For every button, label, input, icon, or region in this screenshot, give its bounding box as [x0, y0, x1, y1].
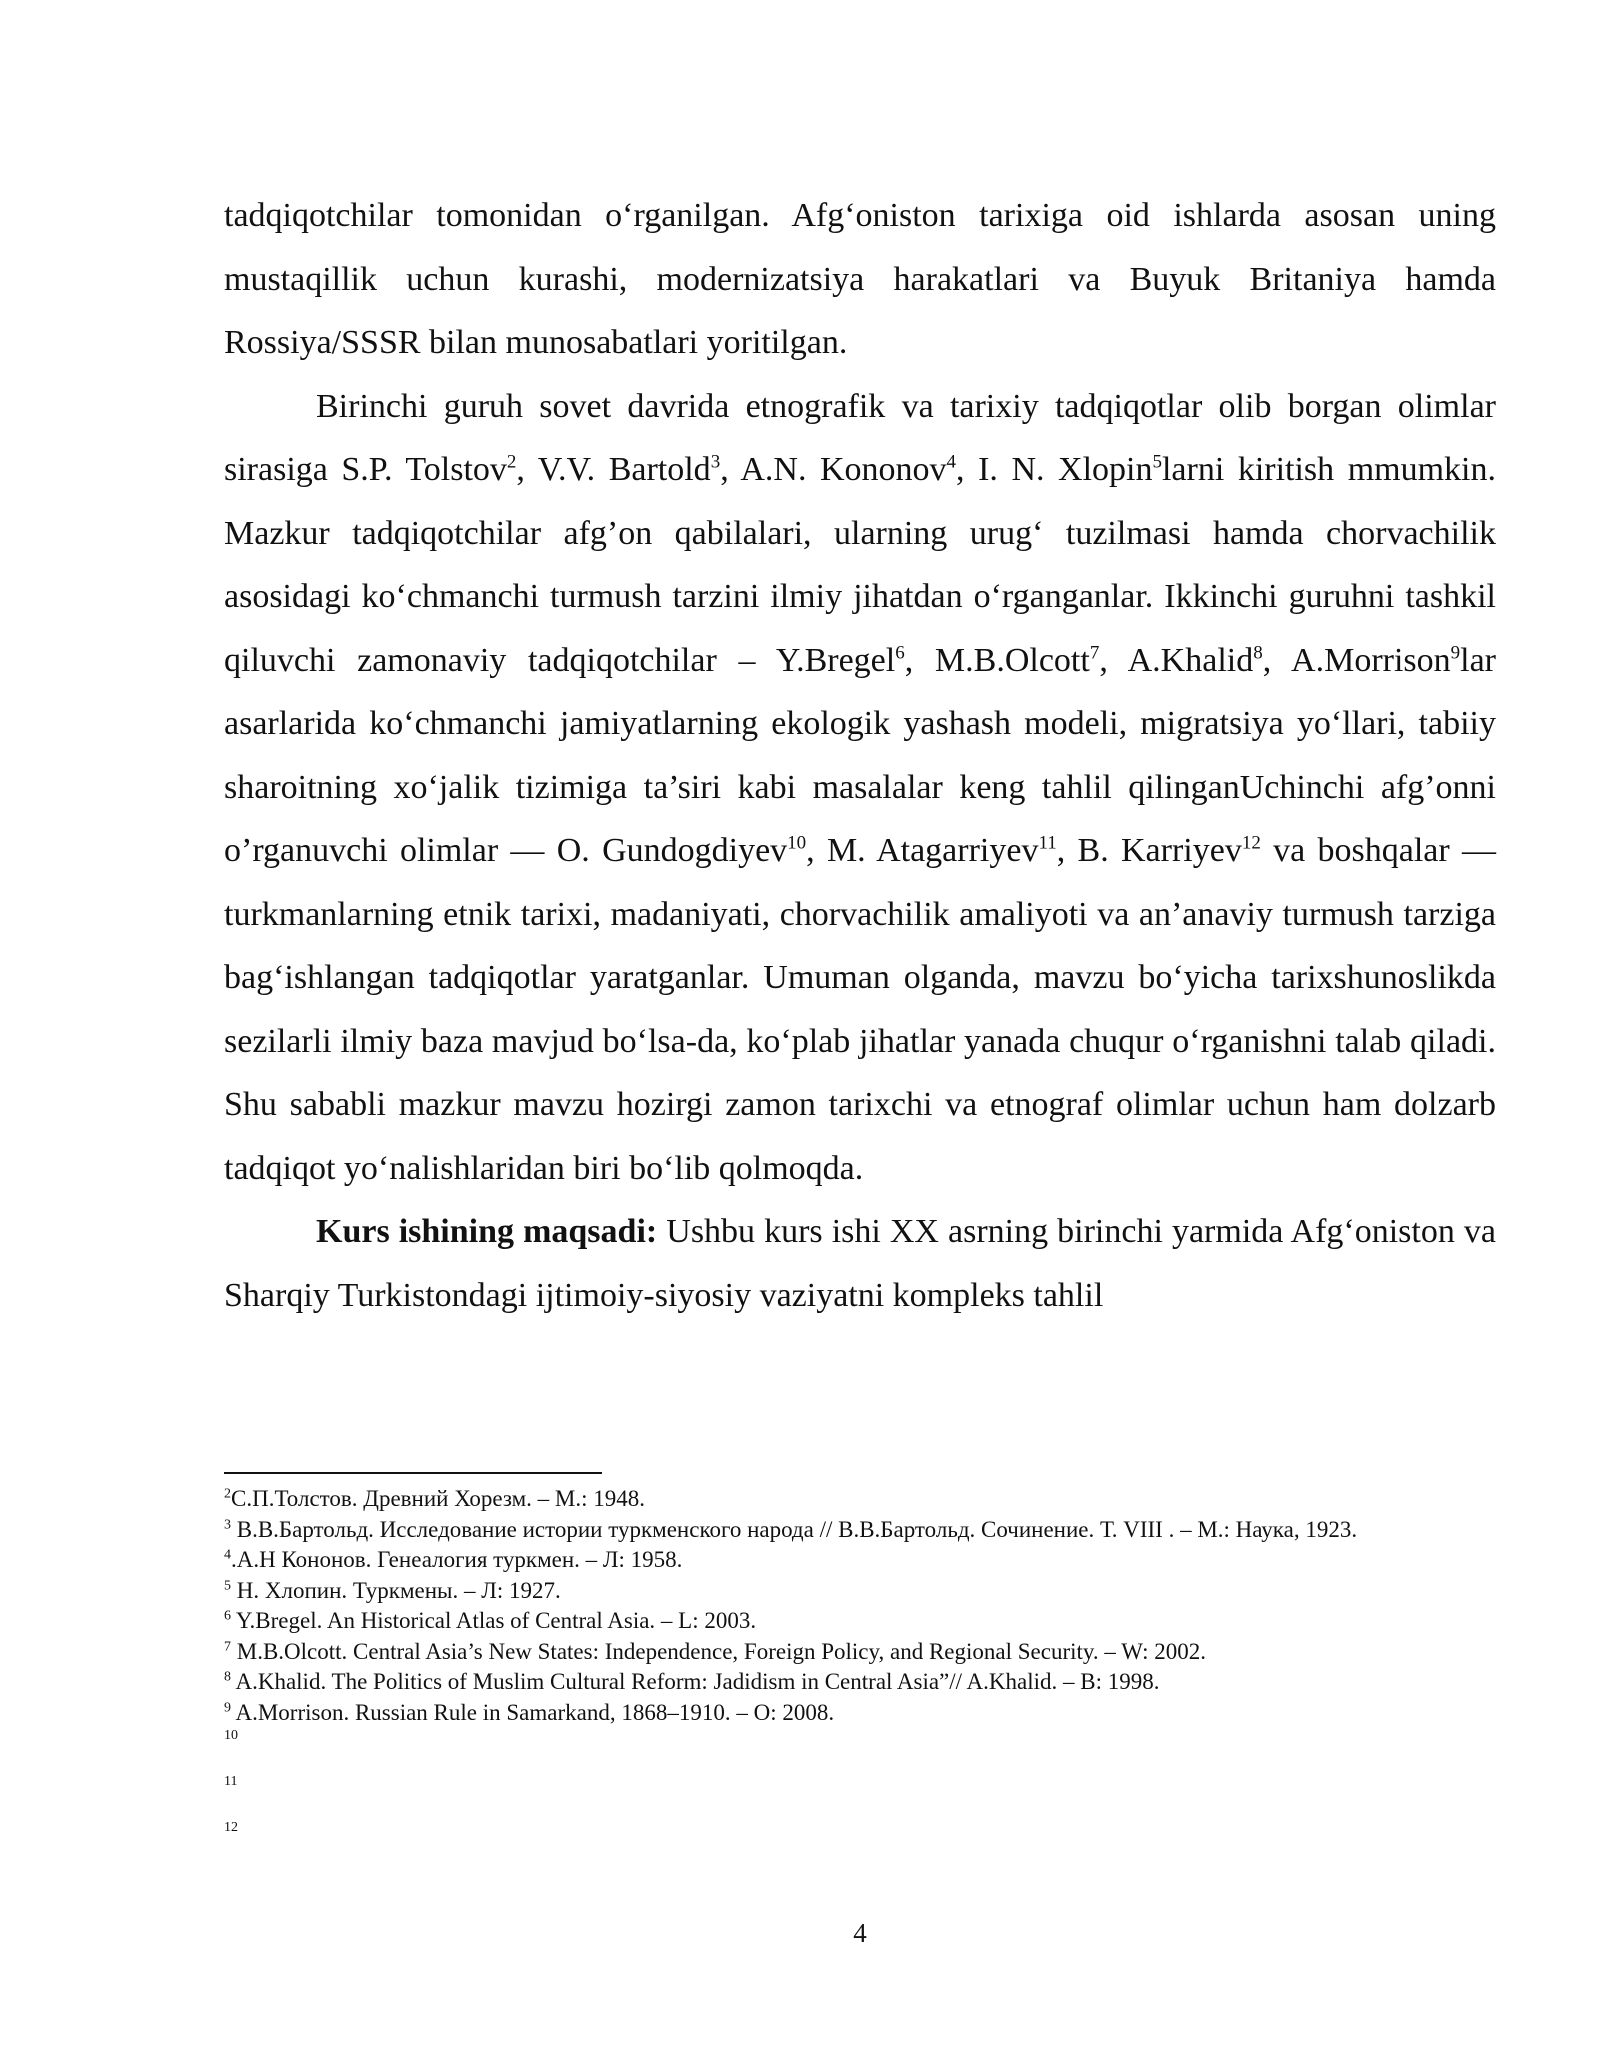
- paragraph-2-text: , A.Morrison: [1262, 641, 1451, 679]
- footnote-5: [224, 1576, 1496, 1607]
- paragraph-1: tadqiqotchilar tomonidan o‘rganilgan. Afg‘oniston tarixiga oid ishlarda asosan uning mustaqillik uchun kurashi, modernizatsiya harakatlari va Buyuk Britaniya hamda Rossiya/SSSR bilan munosabatlari yoritilgan.: [224, 197, 1496, 361]
- footnote-12: [224, 1820, 1496, 1866]
- page-number: 4: [853, 1918, 867, 1948]
- footnote-10: [224, 1728, 1496, 1774]
- footnote-ref-6: 6: [895, 642, 905, 664]
- paragraph-3-text: Ushbu kurs ishi XX asrning birinchi yarmida Afg‘oniston va Sharqiy Turkistondagi ijtimoiy-siyosiy vaziyatni kompleks tahlil: [224, 1213, 1496, 1314]
- footnote-text: В.В.Бартольд. Исследование истории туркменского народа // В.В.Бартольд. Сочинение. Т. VIII . – М.: Наука, 1923.: [231, 1516, 1358, 1542]
- paragraph-3: [224, 1200, 1496, 1327]
- paragraph-2-text: , V.V. Bartold: [516, 451, 711, 488]
- footnote-11: [224, 1774, 1496, 1820]
- paragraph-2-text: va boshqalar — turkmanlarning etnik tarixi, madaniyati, chorvachilik amaliyoti va an’anaviy turmush tarziga bag‘ishlangan tadqiqotlar yaratganlar. Umuman olganda, mavzu bo‘yicha tarixshunoslikda sezilarli ilmiy baza mavjud bo‘lsa-da, ko‘plab jihatlar yanada chuqur o‘rganishni talab qiladi. Shu sababli mazkur mavzu hozirgi zamon tarixchi va etnograf olimlar uchun ham dolzarb tadqiqot yo‘nalishlaridan biri bo‘lib qolmoqda.: [224, 832, 1496, 1187]
- footnote-ref-12: 12: [1241, 832, 1261, 854]
- paragraph-2-text: , A.N. Kononov: [720, 451, 947, 488]
- footnote-3: [224, 1515, 1496, 1546]
- paragraph-2-text: larni kiritish mmumkin. Mazkur tadqiqotchilar afg’on qabilalari, ularning urug‘ tuzilmasi hamda chorvachilik asosidagi ko‘chmanchi turmush tarzini ilmiy jihatdan o‘rganganlar. Ikkinchi guruhni tashkil qiluvchi zamonaviy tadqiqotchilar – Y.Bregel: [224, 451, 1496, 679]
- footnote-number: 9: [224, 1699, 231, 1715]
- footnote-text: A.Morrison. Russian Rule in Samarkand, 1868–1910. – O: 2008.: [231, 1699, 835, 1725]
- paragraph-2-text: lar asarlarida ko‘chmanchi jamiyatlarning ekologik yashash modeli, migratsiya yo‘llari, tabiiy sharoitning xo‘jalik tizimiga ta’siri kabi masalalar keng tahlil qilinganUchinchi afg’onni o’rganuvchi olimlar — O. Gundogdiyev: [224, 641, 1496, 869]
- footnote-number: 6: [224, 1608, 231, 1624]
- footnote-4: [224, 1545, 1496, 1576]
- footnote-number: 5: [224, 1577, 231, 1593]
- footnote-6: [224, 1606, 1496, 1637]
- footnote-number: 4: [224, 1547, 231, 1563]
- paragraph-2-text: , I. N. Xlopin: [956, 451, 1153, 488]
- footnote-7: [224, 1637, 1496, 1668]
- paragraph-2-text: , B. Karriyev: [1056, 832, 1242, 869]
- footnote-ref-2: 2: [506, 451, 517, 473]
- footnote-text: Y.Bregel. An Historical Atlas of Central Asia. – L: 2003.: [231, 1608, 757, 1633]
- footnote-ref-11: 11: [1038, 832, 1057, 854]
- footnote-ref-3: 3: [710, 451, 721, 473]
- footnote-text: С.П.Толстов. Древний Хорезм. – М.: 1948.: [231, 1486, 645, 1511]
- paragraph-2: [224, 375, 1496, 1201]
- footnote-number: 12: [224, 1820, 238, 1835]
- footnote-separator: [224, 1472, 602, 1474]
- paragraph-2-text: , M.B.Olcott: [904, 641, 1090, 679]
- footnotes: [224, 1484, 1496, 1866]
- footnote-number: 8: [224, 1669, 231, 1685]
- footnote-text: Н. Хлопин. Туркмены. – Л: 1927.: [231, 1577, 561, 1603]
- footnote-2: [224, 1484, 1496, 1515]
- footnote-ref-9: 9: [1450, 642, 1461, 664]
- footnote-number: 3: [224, 1516, 231, 1532]
- footnote-ref-10: 10: [787, 832, 807, 854]
- footnote-number: 7: [224, 1638, 231, 1654]
- paragraph-2-text: Birinchi guruh sovet davrida etnografik va tarixiy tadqiqotlar olib borgan olimlar sirasiga S.P. Tolstov: [224, 387, 1496, 488]
- footnote-number: 10: [224, 1728, 238, 1743]
- footnote-ref-7: 7: [1089, 642, 1100, 664]
- body-text: [224, 184, 1496, 1327]
- footnote-8: [224, 1667, 1496, 1698]
- footnote-ref-8: 8: [1253, 642, 1263, 664]
- section-label: Kurs ishining maqsadi:: [316, 1213, 658, 1250]
- footnote-text: A.Khalid. The Politics of Muslim Cultural Reform: Jadidism in Central Asia”// A.Khalid. – B: 1998.: [231, 1669, 1160, 1694]
- footnote-ref-5: 5: [1152, 451, 1162, 473]
- paragraph-2-text: , A.Khalid: [1099, 641, 1254, 679]
- footnote-text: M.B.Olcott. Central Asia’s New States: Independence, Foreign Policy, and Regional Security. – W: 2002.: [231, 1638, 1206, 1664]
- footnote-text: .А.Н Кононов. Генеалогия туркмен. – Л: 1958.: [231, 1547, 683, 1572]
- footnote-number: 11: [224, 1774, 238, 1789]
- paragraph-2-text: , M. Atagarriyev: [806, 832, 1039, 869]
- footnote-ref-4: 4: [946, 451, 957, 473]
- footnote-9: [224, 1698, 1496, 1729]
- footnote-number: 2: [224, 1486, 231, 1502]
